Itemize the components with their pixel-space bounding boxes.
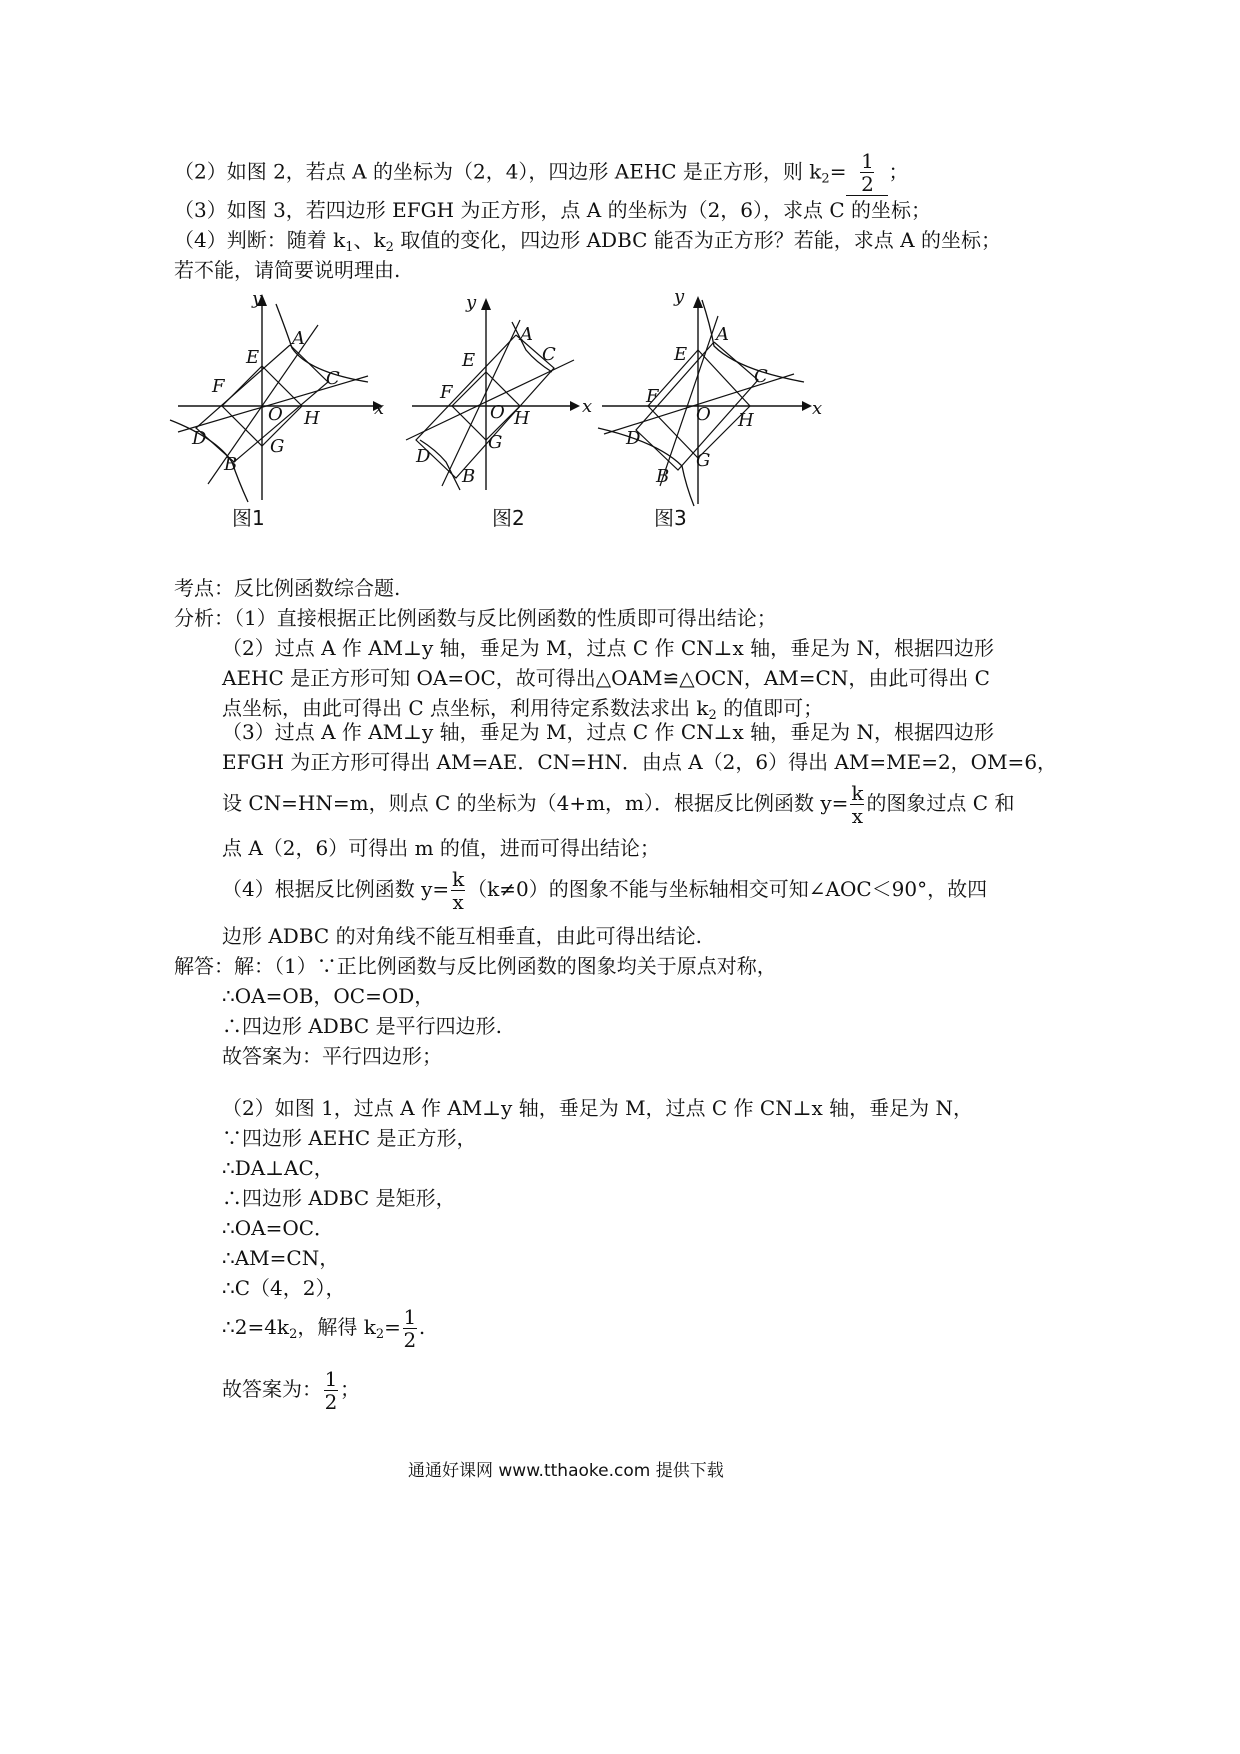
label-O: O	[268, 404, 283, 425]
analysis-3-line3: 设 CN=HN=m，则点 C 的坐标为（4+m，m）．根据反比例函数 y= $\frac{k}{x}$ 的图象过点 C 和	[222, 781, 1015, 828]
solution-2: ∴OA=OB，OC=OD，	[222, 984, 435, 1008]
label-O: O	[490, 402, 505, 423]
label-E: E	[674, 344, 688, 365]
label-H: H	[304, 408, 320, 429]
fraction-one-half: $\frac{1}{2}$	[403, 1305, 417, 1352]
label-A: A	[716, 324, 729, 345]
question-4: （4）判断：随着 $k_1$、$k_2$ 取值的变化，四边形 ADBC 能否为正方形？若能，求点 A 的坐标；	[174, 228, 1001, 255]
fraction-one-half: $\frac{1}{2}$	[324, 1367, 338, 1414]
solution-8: ∴四边形 ADBC 是矩形，	[222, 1186, 456, 1210]
label-D: D	[416, 446, 431, 467]
label-D: D	[192, 428, 207, 449]
label-G: G	[696, 450, 711, 471]
figure-1-caption: 图1	[232, 506, 265, 530]
solution-4: 故答案为：平行四边形；	[222, 1044, 442, 1068]
question-2: （2）如图 2，若点 A 的坐标为（2，4），四边形 AEHC 是正方形，则 $k_2=$ $\frac{1}{2}$ ；	[174, 149, 909, 196]
label-A: A	[292, 328, 305, 349]
solution-9: ∴OA=OC．	[222, 1216, 335, 1240]
label-B: B	[224, 454, 238, 475]
question-4-line2: 若不能，请简要说明理由.	[174, 258, 401, 282]
label-H: H	[514, 408, 530, 429]
kaodian: 考点：反比例函数综合题.	[174, 576, 401, 600]
label-G: G	[488, 432, 503, 453]
label-x: x	[812, 398, 823, 419]
label-x: x	[582, 396, 593, 417]
label-y: y	[466, 292, 477, 313]
analysis-1: 分析：（1）直接根据正比例函数与反比例函数的性质即可得出结论；	[174, 606, 777, 630]
solution-3: ∴四边形 ADBC 是平行四边形.	[222, 1014, 502, 1038]
label-E: E	[462, 350, 476, 371]
solution-5: （2）如图 1，过点 A 作 AM⊥y 轴，垂足为 M，过点 C 作 CN⊥x 轴，垂足为 N，	[222, 1096, 974, 1120]
label-B: B	[462, 466, 476, 487]
label-C: C	[542, 344, 556, 365]
label-C: C	[326, 368, 340, 389]
figure-1	[168, 290, 398, 510]
solution-10: ∴AM=CN，	[222, 1246, 340, 1270]
solution-7: ∴DA⊥AC，	[222, 1156, 334, 1180]
label-G: G	[270, 436, 285, 457]
analysis-4-line1: （4）根据反比例函数 y= $\frac{k}{x}$ （k≠0）的图象不能与坐标轴相交可知∠AOC＜90°，故四	[222, 867, 988, 914]
solution-11: ∴C（4，2），	[222, 1276, 346, 1300]
solution-1: 解答：解：（1）∵正比例函数与反比例函数的图象均关于原点对称，	[174, 954, 777, 978]
fraction-k-over-x: $\frac{k}{x}$	[851, 781, 864, 828]
label-B: B	[656, 466, 670, 487]
solution-13: 故答案为： $\frac{1}{2}$ ；	[222, 1367, 360, 1414]
analysis-4-line2: 边形 ADBC 的对角线不能互相垂直，由此可得出结论.	[222, 924, 702, 948]
figure-3	[598, 286, 838, 510]
label-D: D	[626, 428, 641, 449]
label-F: F	[646, 386, 659, 407]
label-y: y	[252, 288, 263, 309]
fraction-k-over-x: $\frac{k}{x}$	[452, 867, 465, 914]
label-C: C	[754, 366, 768, 387]
label-O: O	[696, 404, 711, 425]
analysis-3-line4: 点 A（2，6）可得出 m 的值，进而可得出结论；	[222, 836, 660, 860]
analysis-2-line2: AEHC 是正方形可知 OA=OC，故可得出△OAM≌△OCN，AM=CN，由此可得出 C	[222, 666, 990, 690]
figure-3-caption: 图3	[654, 506, 687, 530]
figure-2	[402, 290, 602, 500]
label-y: y	[674, 286, 685, 307]
question-3: （3）如图 3，若四边形 EFGH 为正方形，点 A 的坐标为（2，6），求点 C 的坐标；	[174, 198, 932, 222]
analysis-2-line1: （2）过点 A 作 AM⊥y 轴，垂足为 M，过点 C 作 CN⊥x 轴，垂足为 N，根据四边形	[222, 636, 994, 660]
label-H: H	[738, 410, 754, 431]
analysis-3-line1: （3）过点 A 作 AM⊥y 轴，垂足为 M，过点 C 作 CN⊥x 轴，垂足为 N，根据四边形	[222, 720, 994, 744]
analysis-3-line2: EFGH 为正方形可得出 AM=AE．CN=HN．由点 A（2，6）得出 AM=ME=2，OM=6，	[222, 750, 1058, 774]
solution-12: $\therefore 2=4k_2$，解得 $k_2=$ $\frac{1}{2}$ .	[222, 1305, 426, 1352]
answer-blank: $\frac{1}{2}$	[846, 150, 888, 196]
label-F: F	[440, 382, 453, 403]
solution-6: ∵四边形 AEHC 是正方形，	[222, 1126, 477, 1150]
label-A: A	[520, 324, 533, 345]
figure-2-caption: 图2	[492, 506, 525, 530]
analysis-2-line3: 点坐标，由此可得出 C 点坐标，利用待定系数法求出 $k_2$ 的值即可；	[222, 696, 824, 723]
footer: 通通好课网 www.tthaoke.com 提供下载	[408, 1461, 724, 1481]
label-E: E	[246, 347, 260, 368]
label-x: x	[374, 398, 385, 419]
label-F: F	[212, 376, 225, 397]
